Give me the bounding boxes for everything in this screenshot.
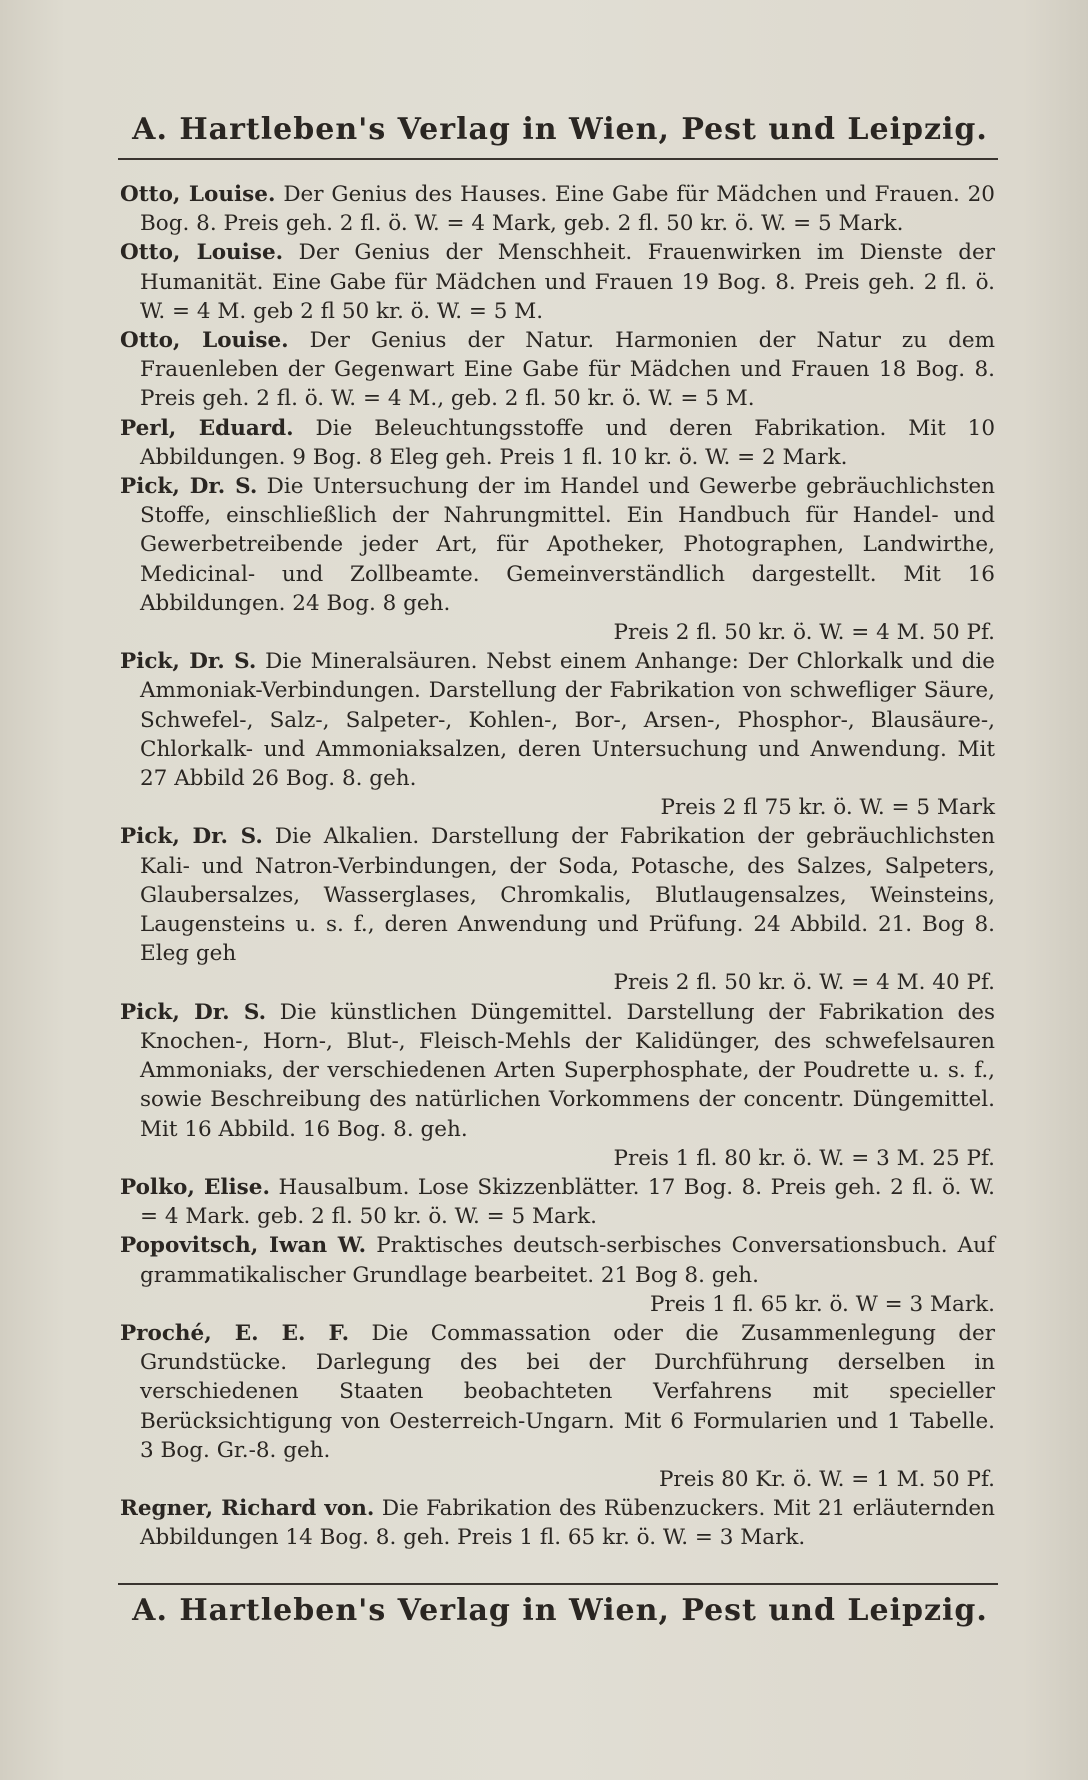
catalog-entry <box>120 1173 995 1231</box>
entry-author: Pick, Dr. S. <box>120 999 267 1025</box>
entry-price: Preis 1 fl. 80 kr. ö. W. = 3 M. 25 Pf. <box>613 1145 995 1171</box>
entry-author: Otto, Louise. <box>120 240 284 266</box>
entry-text: Der Genius der Menschheit. Frauenwirken im Dienste der Humanität. Eine Gabe für Mädchen und Frauen 19 Bog. 8. Preis geh. 2 fl. ö. W. = 4 M. geb 2 fl 50 kr. ö. W. = 5 M. <box>140 240 995 324</box>
entry-author: Otto, Louise. <box>120 328 289 354</box>
entry-text: Die Untersuchung der im Handel und Gewerbe gebräuchlichsten Stoffe, einschließlich der Nahrungmittel. Ein Handbuch für Handel- und Gewerbetreibende jeder Art, für Apotheker, Photographen, Landwirthe, Medicinal- und Zollbeamte. Gemeinverständlich dargestellt. Mit 16 Abbildungen. 24 Bog. 8 geh. <box>140 474 995 616</box>
entry-price: Preis 80 Kr. ö. W. = 1 M. 50 Pf. <box>658 1466 995 1492</box>
entry-author: Proché, E. E. F. <box>120 1320 350 1346</box>
entry-author: Otto, Louise. <box>120 182 276 207</box>
entry-price: Preis 1 fl. 65 kr. ö. W = 3 Mark. <box>649 1291 995 1317</box>
catalog-entry <box>120 238 995 326</box>
page-footer: A. Hartleben's Verlag in Wien, Pest und Leipzig. <box>132 1593 988 1628</box>
entry-text: Die Commassation oder die Zusammenlegung der Grundstücke. Darlegung des bei der Durchführung derselben in verschiedenen Staaten beobachteten Verfahrens mit specieller Berücksichtigung von Oesterreich-Ungarn. Mit 6 Formularien und 1 Tabelle. 3 Bog. Gr.-8. geh. <box>140 1320 995 1463</box>
catalog-entry <box>120 822 995 997</box>
catalog-entry <box>120 647 995 822</box>
entry-author: Popovitsch, Iwan W. <box>120 1233 367 1259</box>
page-header: A. Hartleben's Verlag in Wien, Pest und Leipzig. <box>132 112 988 147</box>
entry-price: Preis 2 fl 75 kr. ö. W. = 5 Mark <box>660 795 995 821</box>
entry-text: Die Fabrikation des Rübenzuckers. Mit 21 erläuternden Abbildungen 14 Bog. 8. geh. Preis 1 fl. 65 kr. ö. W. = 3 Mark. <box>140 1496 996 1551</box>
header-rule <box>118 158 998 160</box>
entry-text: Hausalbum. Lose Skizzenblätter. 17 Bog. 8. Preis geh. 2 fl. ö. W. = 4 Mark. geb. 2 fl. 50 kr. ö. W. = 5 Mark. <box>140 1174 996 1230</box>
entry-text: Die Alkalien. Darstellung der Fabrikation der gebräuchlichsten Kali- und Natron-Verbindungen, der Soda, Potasche, des Salzes, Salpeters, Glaubersalzes, Wasserglases, Chromkalis, Blutlaugensalzes, Weinsteins, Laugensteins u. s. f., deren Anwendung und Prüfung. 24 Abbild. 21. Bog 8. Eleg geh <box>140 824 995 967</box>
footer-rule <box>118 1583 998 1585</box>
entry-author: Regner, Richard von. <box>120 1496 375 1522</box>
catalog-entry <box>120 326 995 414</box>
catalog-entry <box>120 472 995 647</box>
catalog-entry <box>120 998 995 1173</box>
entry-price: Preis 2 fl. 50 kr. ö. W. = 4 M. 40 Pf. <box>613 970 995 996</box>
entry-author: Polko, Elise. <box>120 1174 270 1200</box>
entry-text: Praktisches deutsch-serbisches Conversationsbuch. Auf grammatikalischer Grundlage bearbeitet. 21 Bog 8. geh. <box>140 1233 995 1288</box>
entry-text: Der Genius des Hauses. Eine Gabe für Mädchen und Frauen. 20 Bog. 8. Preis geh. 2 fl. ö. W. = 4 Mark, geb. 2 fl. 50 kr. ö. W. = 5 Mark. <box>140 182 995 237</box>
entry-text: Die künstlichen Düngemittel. Darstellung der Fabrikation des Knochen-, Horn-, Blut-, Fleisch-Mehls der Kalidünger, des schwefelsauren Ammoniaks, der verschiedenen Arten Superphosphate, der Poudrette u. s. f., sowie Beschreibung des natürlichen Vorkommens der concentr. Düngemittel. Mit 16 Abbild. 16 Bog. 8. geh. <box>140 999 995 1142</box>
catalog-entry <box>120 414 995 472</box>
catalog-entry <box>120 180 995 238</box>
entry-author: Pick, Dr. S. <box>120 649 257 675</box>
catalog-list <box>120 180 995 1553</box>
entry-text: Die Beleuchtungsstoffe und deren Fabrikation. Mit 10 Abbildungen. 9 Bog. 8 Eleg geh. Preis 1 fl. 10 kr. ö. W. = 2 Mark. <box>140 415 996 470</box>
entry-price: Preis 2 fl. 50 kr. ö. W. = 4 M. 50 Pf. <box>613 620 995 646</box>
entry-author: Pick, Dr. S. <box>120 474 258 500</box>
catalog-entry <box>120 1231 995 1319</box>
entry-text: Der Genius der Natur. Harmonien der Natur zu dem Frauenleben der Gegenwart Eine Gabe für Mädchen und Frauen 18 Bog. 8. Preis geh. 2 fl. ö. W. = 4 M., geb. 2 fl. 50 kr. ö. W. = 5 M. <box>140 328 995 412</box>
entry-author: Perl, Eduard. <box>120 415 294 441</box>
entry-text: Die Mineralsäuren. Nebst einem Anhange: Der Chlorkalk und die Ammoniak-Verbindungen. Darstellung der Fabrikation von schwefliger Säure, Schwefel-, Salz-, Salpeter-, Kohlen-, Bor-, Arsen-, Phosphor-, Blausäure-, Chlorkalk- und Ammoniaksalzen, deren Untersuchung und Anwendung. Mit 27 Abbild 26 Bog. 8. geh. <box>140 649 995 792</box>
catalog-entry <box>120 1494 995 1552</box>
catalog-entry <box>120 1319 995 1494</box>
entry-author: Pick, Dr. S. <box>120 824 263 850</box>
